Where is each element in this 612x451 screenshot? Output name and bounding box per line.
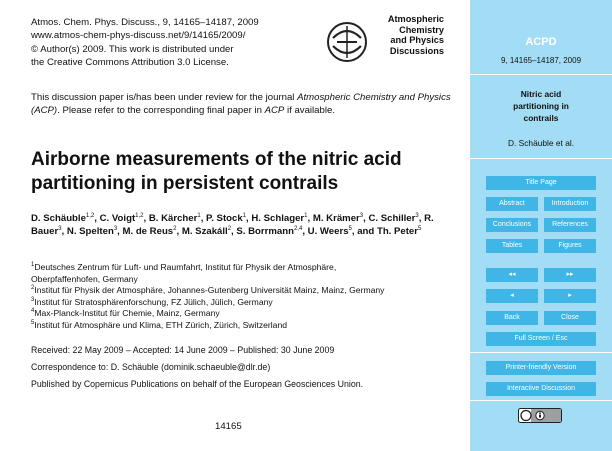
affiliation-number: 5 — [31, 320, 35, 327]
affiliation-text: Deutsches Zentrum für Luft- und Raumfahrt, Institut für Physik der Atmosphäre, — [34, 262, 337, 272]
review-acp: ACP — [264, 105, 285, 117]
author-list: D. Schäuble$^{1,2}$, C. Voigt$^{1,2}$, B. Kärcher$^1$, P. Stock$^1$, H. Schlager$^1$, M. Krämer$^3$, C. Schiller$^3$, R. Bauer$^3$, N. Spelten$^3$, M. de Reus$^2$, M. Szakáll$^2$, S. Borrmann$^{2,4}$, U. Weers$^5$, and Th. Peter$^5$ — [31, 212, 434, 238]
author-affiliation-mark: 1 — [242, 212, 247, 219]
introduction-button[interactable]: Introduction — [544, 197, 596, 211]
affiliation-line — [31, 297, 461, 309]
affiliation-number: 1 — [31, 262, 35, 269]
author-affiliation-mark: 3 — [113, 226, 118, 233]
publisher-note: Published by Copernicus Publications on behalf of the European Geosciences Union. — [31, 379, 364, 389]
logo-line-1: Atmospheric — [387, 14, 444, 24]
creative-commons-icon[interactable] — [518, 408, 562, 423]
review-text-3: if available. — [284, 105, 335, 117]
review-note — [31, 91, 451, 118]
affiliation-number: 2 — [31, 285, 35, 292]
references-button[interactable]: References — [544, 218, 596, 232]
author-name: U. Weers — [307, 226, 349, 238]
sidebar-divider — [470, 400, 612, 401]
sidebar-journal: ACPD — [525, 36, 557, 48]
affiliation-text: Max-Planck-Institut für Chemie, Mainz, Germany — [34, 308, 220, 319]
affiliation-line — [31, 274, 461, 286]
egu-logo — [325, 14, 445, 70]
author-affiliation-mark: 3 — [359, 212, 364, 219]
sidebar-ref: 9, 14165–14187, 2009 — [500, 56, 582, 65]
sidebar-title-line-1: Nitric acid — [520, 89, 562, 99]
author-name: S. Borrmann — [236, 226, 294, 238]
full-screen-button[interactable]: Full Screen / Esc — [486, 332, 596, 346]
sidebar-title-line-2: partitioning in — [513, 101, 569, 111]
sidebar-title-line-3: contrails — [523, 113, 559, 123]
sidebar — [470, 0, 612, 451]
author-name: R. Bauer — [31, 213, 434, 238]
author-affiliation-mark: 3 — [415, 212, 419, 219]
review-text-2: . Please refer to the corresponding final paper in — [57, 105, 265, 117]
affiliation-text: Institut für Physik der Atmosphäre, Johannes-Gutenberg Universität Mainz, Mainz, Germany — [34, 285, 385, 296]
interactive-discussion-button[interactable]: Interactive Discussion — [486, 382, 596, 396]
sidebar-title — [470, 88, 612, 124]
title-page-button[interactable]: Title Page — [486, 176, 596, 190]
author-affiliation-mark: 1,2 — [85, 212, 95, 219]
author-name: M. de Reus — [122, 226, 174, 238]
back-button[interactable]: Back — [486, 311, 538, 325]
affiliation-line — [31, 285, 461, 297]
author-name: M. Krämer — [312, 213, 360, 224]
sidebar-divider — [470, 352, 612, 353]
affiliation-number: 4 — [31, 308, 35, 315]
affiliation-text: Institut für Atmosphäre und Klima, ETH Zürich, Zürich, Switzerland — [34, 319, 287, 330]
author-affiliation-mark: 2 — [227, 226, 232, 233]
next-page-button[interactable]: ▸ — [544, 289, 596, 303]
first-page-button[interactable]: ◂◂ — [486, 268, 538, 282]
affiliation-text: Institut für Stratosphärenforschung, FZ Jülich, Jülich, Germany — [34, 296, 273, 307]
logo-line-2: Chemistry — [399, 24, 444, 35]
review-text-1: This discussion paper is/has been under review for the journal — [31, 92, 298, 103]
author-name: B. Kärcher — [148, 213, 198, 224]
author-affiliation-mark: 1 — [304, 212, 308, 219]
author-affiliation-mark: 5 — [348, 226, 352, 233]
review-journal: Atmospheric Chemistry and Physics (ACP) — [31, 92, 451, 117]
author-affiliation-mark: 3 — [58, 226, 62, 233]
abstract-button[interactable]: Abstract — [486, 197, 538, 211]
citation-line: Atmos. Chem. Phys. Discuss., 9, 14165–14187, 2009 — [31, 17, 259, 28]
affiliation-line — [31, 320, 461, 332]
citation-header — [31, 16, 259, 70]
sidebar-divider — [470, 158, 612, 159]
author-name: D. Schäuble — [31, 213, 86, 224]
author-affiliation-mark: 2,4 — [293, 226, 303, 233]
author-affiliation-mark: 1,2 — [135, 212, 144, 219]
affiliation-number: 3 — [31, 296, 35, 303]
previous-page-button[interactable]: ◂ — [486, 289, 538, 303]
close-button[interactable]: Close — [544, 311, 596, 325]
author-affiliation-mark: 2 — [173, 226, 177, 233]
affiliations — [31, 262, 461, 332]
figures-button[interactable]: Figures — [544, 239, 596, 253]
author-name: M. Szakáll — [181, 226, 228, 238]
author-name: N. Spelten — [66, 226, 114, 238]
author-name: Th. Peter — [376, 226, 419, 238]
copyright-line: © Author(s) 2009. This work is distributed under — [31, 43, 234, 55]
conclusions-button[interactable]: Conclusions — [486, 218, 538, 232]
correspondence: Correspondence to: D. Schäuble (dominik.schaeuble@dlr.de) — [31, 362, 271, 372]
author-name: H. Schlager — [251, 213, 305, 224]
author-affiliation-mark: 1 — [197, 212, 201, 219]
egu-logo-icon — [325, 16, 371, 68]
author-affiliation-mark: 5 — [418, 226, 422, 233]
printer-friendly-button[interactable]: Printer-friendly Version — [486, 361, 596, 375]
affiliation-line — [31, 262, 461, 274]
logo-line-4: Discussions — [389, 45, 444, 56]
received-dates: Received: 22 May 2009 – Accepted: 14 June 2009 – Published: 30 June 2009 — [31, 345, 335, 355]
last-page-button[interactable]: ▸▸ — [544, 268, 596, 282]
author-name: C. Voigt — [99, 213, 136, 224]
logo-line-3: and Physics — [390, 35, 444, 46]
author-name: C. Schiller — [368, 213, 416, 224]
logo-text — [372, 14, 444, 56]
paper-title: Airborne measurements of the nitric acid partitioning in persistent contrails — [31, 149, 402, 194]
author-name: P. Stock — [206, 213, 243, 224]
affiliation-text: Oberpfaffenhofen, Germany — [31, 273, 138, 284]
affiliation-line — [31, 308, 461, 320]
license-line: the Creative Commons Attribution 3.0 License. — [31, 57, 229, 69]
doi-url[interactable]: www.atmos-chem-phys-discuss.net/9/14165/2009/ — [31, 30, 246, 42]
page-number: 14165 — [215, 421, 242, 432]
sidebar-authors: D. Schäuble et al. — [507, 138, 575, 148]
tables-button[interactable]: Tables — [486, 239, 538, 253]
sidebar-divider — [470, 74, 612, 75]
